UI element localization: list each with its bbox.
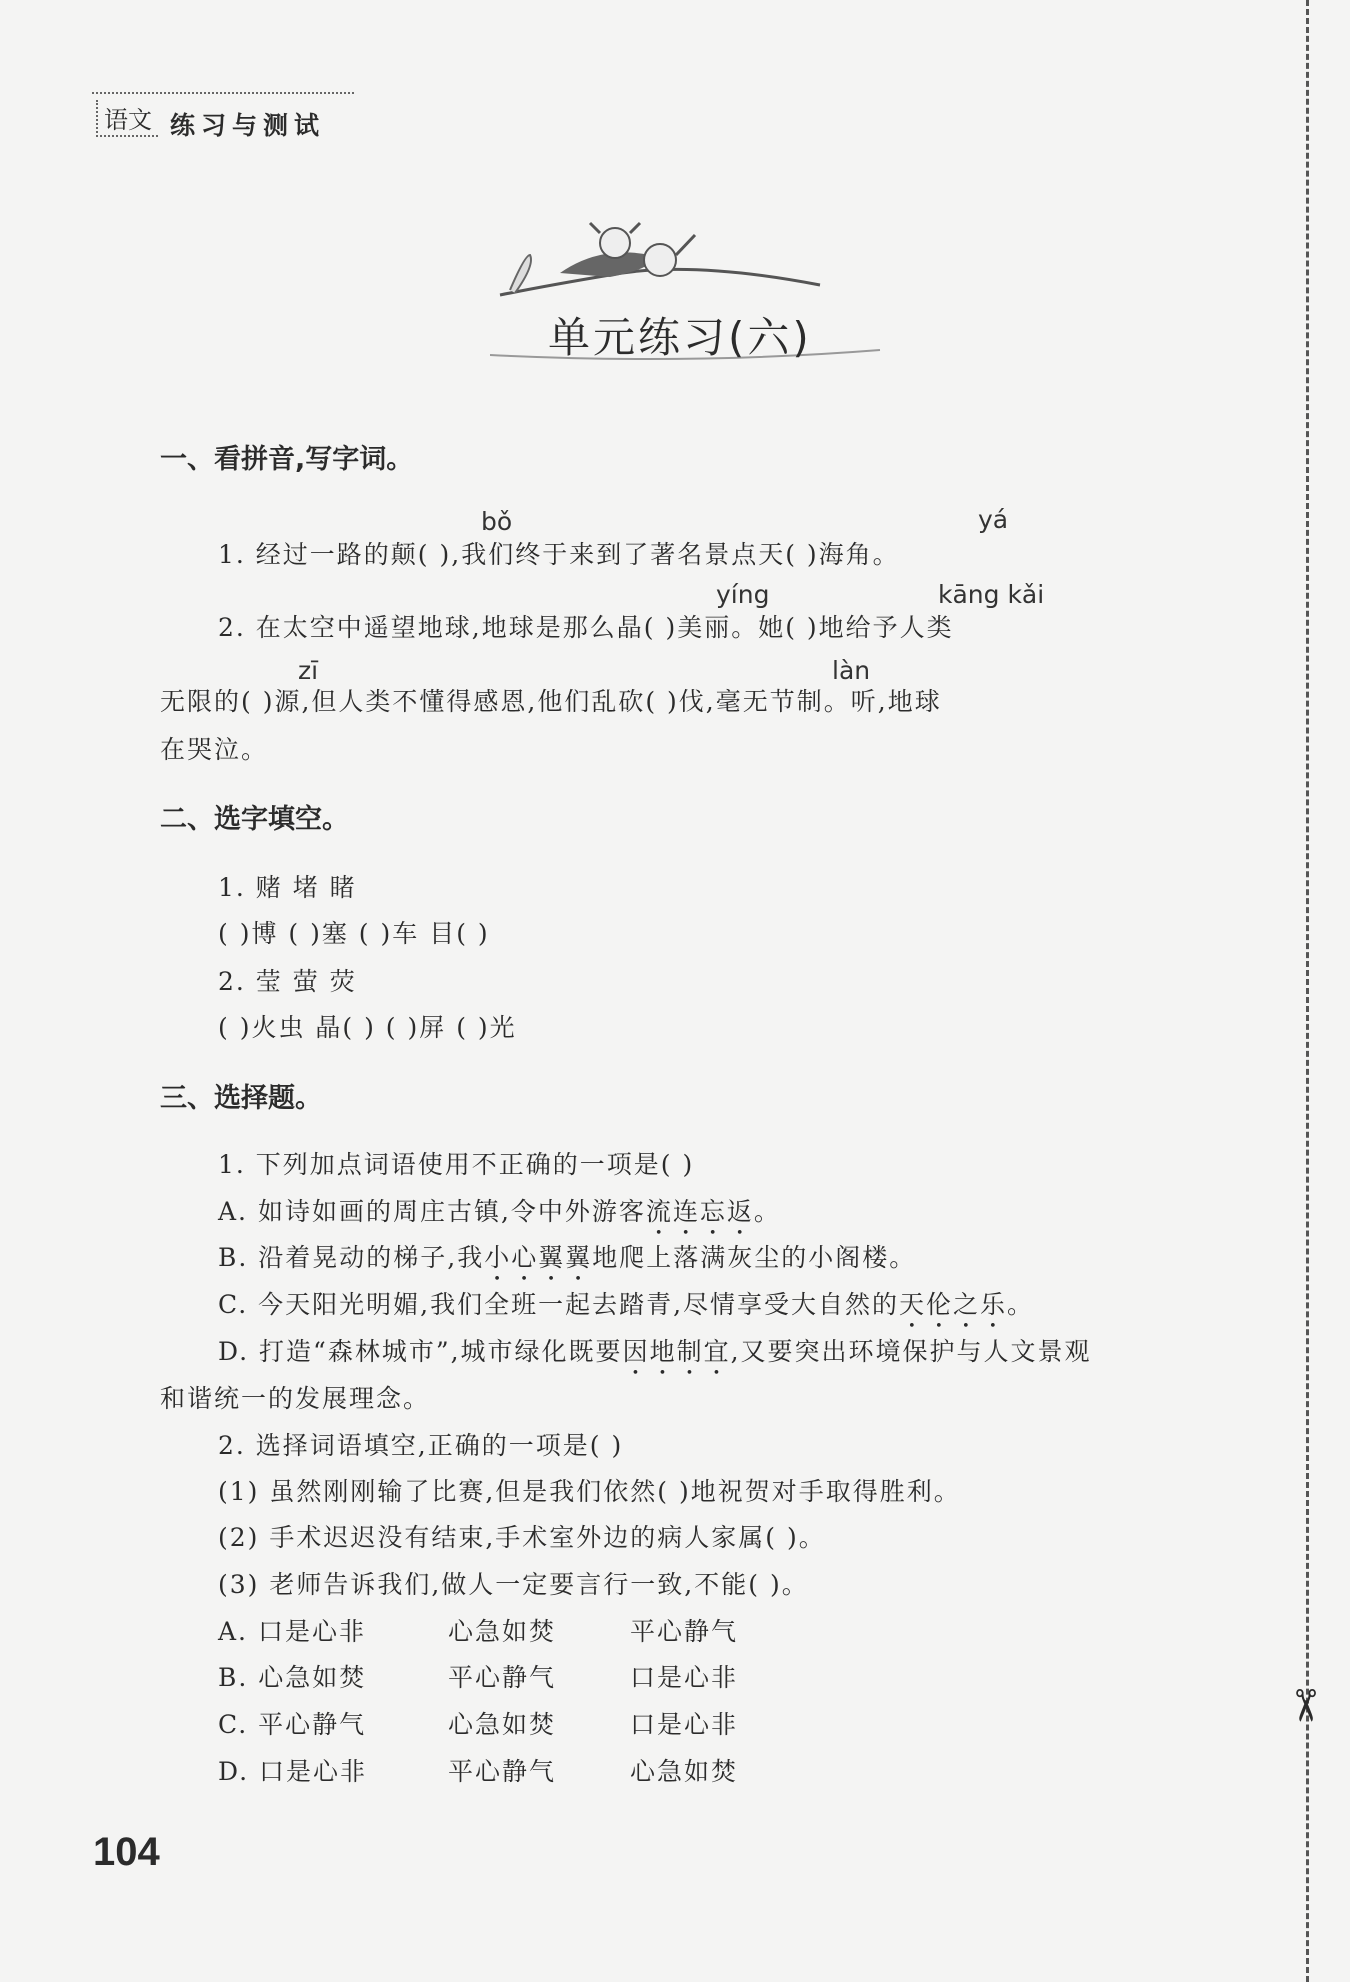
s3-q1-option-a: A. 如诗如画的周庄古镇,令中外游客流连忘返。 (218, 1197, 781, 1226)
pinyin-zi: zī (298, 656, 319, 685)
dotted-phrase: 流连忘返 (645, 1197, 754, 1226)
s3-q2-sentence-1: (1) 虽然刚刚输了比赛,但是我们依然( )地祝贺对手取得胜利。 (218, 1477, 961, 1506)
s2-group1-chars: 1. 赌 堵 睹 (218, 873, 357, 902)
s3-q1-option-c: C. 今天阳光明媚,我们全班一起去踏青,尽情享受大自然的天伦之乐。 (218, 1290, 1035, 1319)
s3-q1-option-d-cont: 和谐统一的发展理念。 (160, 1384, 431, 1413)
unit-title: 单元练习(六) (548, 313, 812, 362)
s3-q2-stem: 2. 选择词语填空,正确的一项是( ) (218, 1431, 624, 1460)
s3-q2-sentence-2: (2) 手术迟迟没有结束,手术室外边的病人家属( )。 (218, 1523, 826, 1552)
pinyin-kangkai: kāng kǎi (938, 580, 1045, 609)
pinyin-ya: yá (978, 505, 1009, 534)
s1-q2-line3: 在哭泣。 (160, 735, 269, 764)
dotted-phrase: 因地制宜 (622, 1337, 731, 1366)
s3-q2-option-d: D. 口是心非 平心静气 心急如焚 (218, 1757, 739, 1786)
dotted-phrase: 天伦之乐 (899, 1290, 1008, 1319)
s3-q2-sentence-3: (3) 老师告诉我们,做人一定要言行一致,不能( )。 (218, 1570, 809, 1599)
s3-q2-option-b: B. 心急如焚 平心静气 口是心非 (218, 1663, 739, 1692)
s1-q2-line1: 2. 在太空中遥望地球,地球是那么晶( )美丽。她( )地给予人类 (218, 613, 954, 642)
s2-group1-blanks: ( )博 ( )塞 ( )车 目( ) (218, 919, 490, 948)
pinyin-ying: yíng (716, 580, 770, 609)
section-3-heading: 三、选择题。 (160, 1083, 322, 1114)
book-title: 练习与测试 (170, 111, 326, 140)
s1-q2-line2: 无限的( )源,但人类不懂得感恩,他们乱砍( )伐,毫无节制。听,地球 (160, 687, 942, 716)
subject-label: 语文 (96, 100, 158, 137)
section-1-heading: 一、看拼音,写字词。 (160, 444, 414, 475)
s2-group2-chars: 2. 莹 萤 荧 (218, 967, 357, 996)
dotted-phrase: 小心翼翼 (484, 1243, 593, 1272)
s1-q1-text: 1. 经过一路的颠( ),我们终于来到了著名景点天( )海角。 (218, 540, 900, 569)
section-2-heading: 二、选字填空。 (160, 804, 349, 835)
pinyin-bo: bǒ (481, 507, 513, 536)
page-number: 104 (93, 1830, 160, 1874)
scissors-icon: ✂ (1278, 1687, 1330, 1724)
pinyin-lan: làn (832, 656, 871, 685)
s3-q2-option-a: A. 口是心非 心急如焚 平心静气 (218, 1617, 739, 1646)
s3-q2-option-c: C. 平心静气 心急如焚 口是心非 (218, 1710, 739, 1739)
s3-q1-stem: 1. 下列加点词语使用不正确的一项是( ) (218, 1150, 695, 1179)
s3-q1-option-d: D. 打造“森林城市”,城市绿化既要因地制宜,又要突出环境保护与人文景观 (218, 1337, 1092, 1366)
s2-group2-blanks: ( )火虫 晶( ) ( )屏 ( )光 (218, 1013, 517, 1042)
s3-q1-option-b: B. 沿着晃动的梯子,我小心翼翼地爬上落满灰尘的小阁楼。 (218, 1243, 917, 1272)
cut-line (1306, 0, 1309, 1982)
